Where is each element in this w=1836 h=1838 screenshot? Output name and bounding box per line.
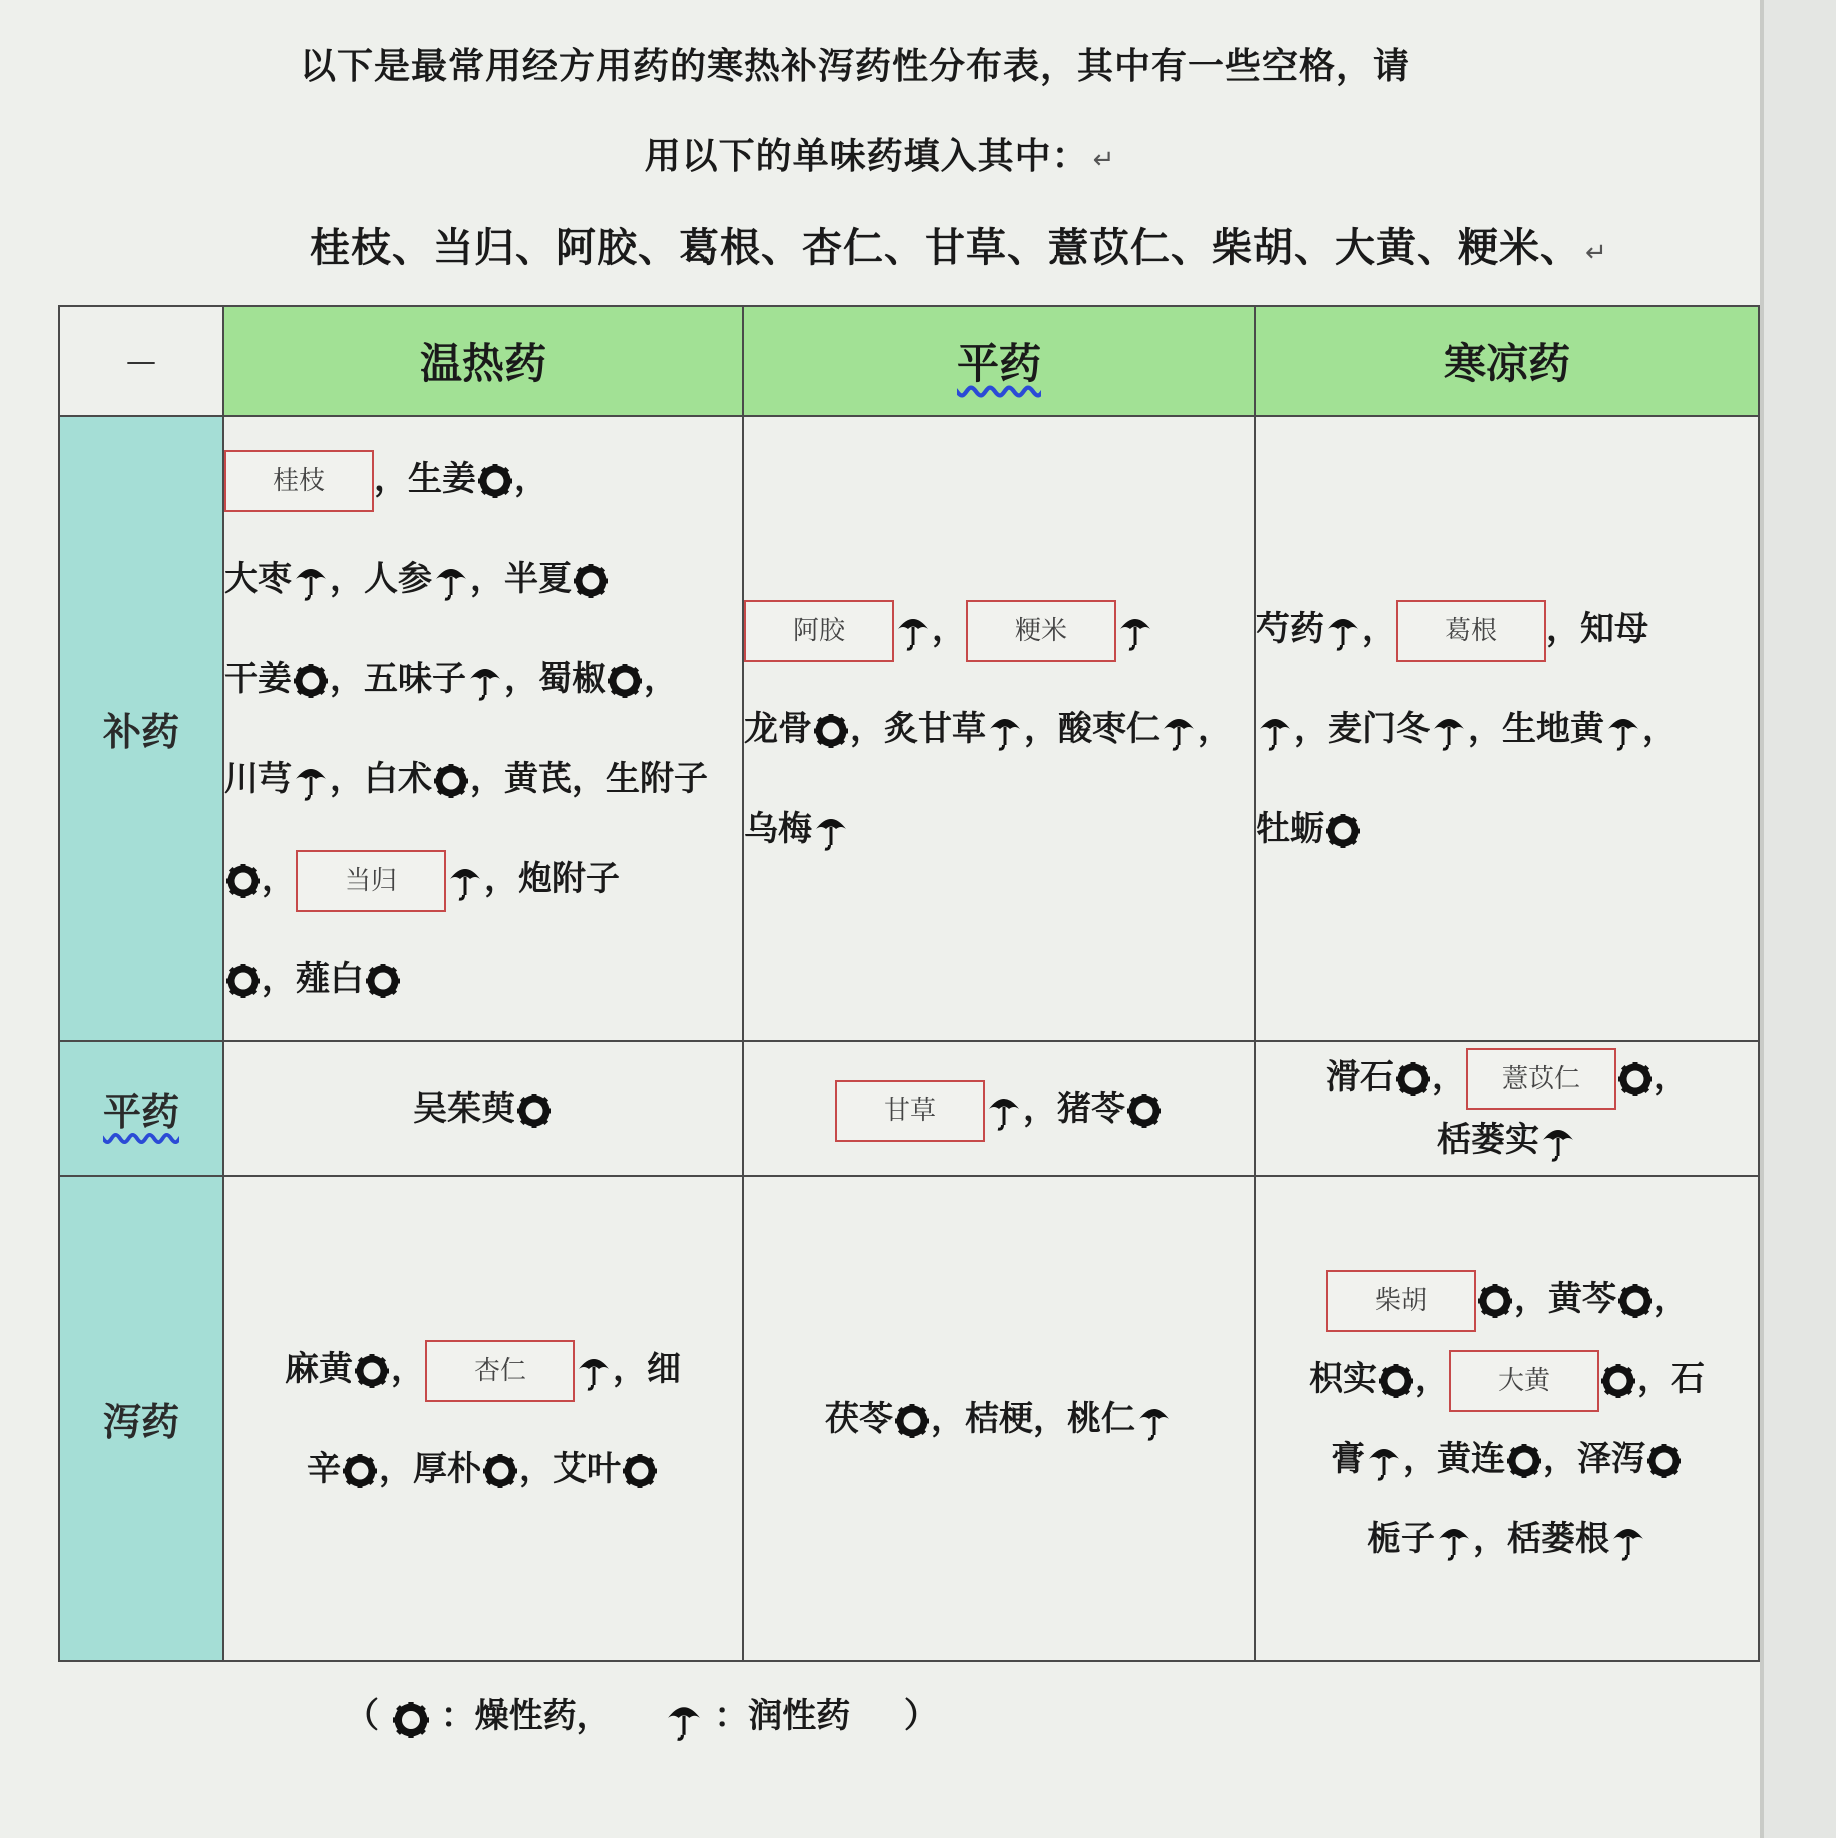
corner-cell: — [59, 306, 223, 416]
herb-text: ，酸枣仁 [1024, 708, 1160, 749]
herb-text: ，人参 [330, 558, 432, 599]
herb-text: ，知母 [1546, 608, 1648, 649]
herb-text: ，蜀椒 [504, 658, 606, 699]
umbrella-icon [448, 861, 482, 901]
herb-text: ， [1642, 708, 1676, 749]
herb-text: ，猪苓 [1023, 1088, 1125, 1129]
gear-ring-icon [1127, 1091, 1161, 1131]
herb-text: ， [1362, 608, 1396, 649]
filled-answer-box[interactable]: 当归 [296, 850, 446, 912]
filled-answer-box[interactable]: 粳米 [966, 600, 1116, 662]
umbrella-icon [294, 761, 328, 801]
herb-text: ， [644, 658, 678, 699]
herb-text: ，黄芪，生附子 [470, 758, 708, 799]
filled-answer-box[interactable]: 柴胡 [1326, 1270, 1476, 1332]
gear-ring-icon [517, 1091, 551, 1131]
umbrella-icon [1611, 1521, 1645, 1561]
page-edge [1760, 0, 1764, 1838]
cell-tonic-cold [1255, 416, 1759, 1041]
umbrella-icon [1606, 711, 1640, 751]
umbrella-icon [988, 711, 1022, 751]
umbrella-icon [468, 661, 502, 701]
herb-text: ，生姜 [374, 458, 476, 499]
herb-text: ，厚朴 [379, 1448, 481, 1489]
gear-ring-icon [1647, 1441, 1681, 1481]
herb-text: ， [1654, 1278, 1688, 1319]
cell-neutral-warm [223, 1041, 743, 1176]
herb-text: ，生地黄 [1468, 708, 1604, 749]
gear-ring-icon [1396, 1059, 1430, 1099]
return-mark: ↵ [1092, 145, 1116, 175]
gear-ring-icon [355, 1351, 389, 1391]
table-row-tonic [59, 416, 1759, 1041]
herb-text: ，炙甘草 [850, 708, 986, 749]
gear-ring-icon [1507, 1441, 1541, 1481]
herb-text: ，半夏 [470, 558, 572, 599]
umbrella-icon [1258, 711, 1292, 751]
column-header-cold: 寒凉药 [1255, 306, 1759, 416]
herb-text: ， [1654, 1057, 1688, 1097]
herb-text: ， [1198, 708, 1232, 749]
herb-text: ，细 [613, 1348, 681, 1389]
cell-purge-cold [1255, 1176, 1759, 1661]
herb-text: ， [1415, 1358, 1449, 1399]
herb-text: 辛 [307, 1448, 341, 1489]
herb-text: ，五味子 [330, 658, 466, 699]
cell-neutral-cold [1255, 1041, 1759, 1176]
filled-answer-box[interactable]: 葛根 [1396, 600, 1546, 662]
row-header-neutral: 平药 [59, 1041, 223, 1176]
umbrella-icon [1437, 1521, 1471, 1561]
umbrella-icon [987, 1091, 1021, 1131]
cell-purge-neutral [743, 1176, 1255, 1661]
gear-ring-icon [226, 861, 260, 901]
gear-ring-icon [1618, 1059, 1652, 1099]
umbrella-icon [896, 611, 930, 651]
umbrella-icon [666, 1698, 700, 1738]
gear-ring-icon [608, 661, 642, 701]
row-header-tonic: 补药 [59, 416, 223, 1041]
gear-ring-icon [478, 461, 512, 501]
filled-answer-box[interactable]: 大黄 [1449, 1350, 1599, 1412]
filled-answer-box[interactable]: 杏仁 [425, 1340, 575, 1402]
cell-neutral-neutral [743, 1041, 1255, 1176]
gear-ring-icon [623, 1451, 657, 1491]
herb-text: ，艾叶 [519, 1448, 621, 1489]
herb-text: ，炮附子 [484, 858, 620, 899]
herb-text: 牡蛎 [1256, 808, 1324, 849]
umbrella-icon [434, 561, 468, 601]
herb-text: ， [1432, 1057, 1466, 1097]
legend-open-paren: （ [345, 1696, 379, 1736]
gear-ring-icon [226, 961, 260, 1001]
herb-text: 栀子 [1367, 1518, 1435, 1559]
umbrella-icon [1326, 611, 1360, 651]
herb-text: ，石 [1637, 1358, 1705, 1399]
umbrella-icon [1118, 611, 1152, 651]
herb-text: 乌梅 [744, 808, 812, 849]
gear-ring-icon [483, 1451, 517, 1491]
filled-answer-box[interactable]: 桂枝 [224, 450, 374, 512]
herb-text: ，麦门冬 [1294, 708, 1430, 749]
table-row-purge [59, 1176, 1759, 1661]
gear-ring-icon [814, 711, 848, 751]
legend-moist-label: ：润性药 [714, 1696, 851, 1736]
herb-text: 栝蒌实 [1437, 1120, 1539, 1160]
herb-text: 大枣 [224, 558, 292, 599]
umbrella-icon [1541, 1122, 1575, 1162]
legend [345, 1688, 938, 1738]
cell-tonic-warm [223, 416, 743, 1041]
intro-line-3: 桂枝、当归、阿胶、葛根、杏仁、甘草、薏苡仁、柴胡、大黄、粳米、 ↵ [310, 225, 1608, 271]
gear-ring-icon [1601, 1361, 1635, 1401]
row-header-purge: 泻药 [59, 1176, 223, 1661]
umbrella-icon [814, 811, 848, 851]
umbrella-icon [294, 561, 328, 601]
herb-text: ，白术 [330, 758, 432, 799]
herb-text: 干姜 [224, 658, 292, 699]
gear-ring-icon [1618, 1281, 1652, 1321]
herb-text: ，栝蒌根 [1473, 1518, 1609, 1559]
umbrella-icon [1432, 711, 1466, 751]
cell-tonic-neutral [743, 416, 1255, 1041]
herb-text: ，黄芩 [1514, 1278, 1616, 1319]
herb-text: ，黄连 [1403, 1438, 1505, 1479]
gear-ring-icon [1478, 1281, 1512, 1321]
filled-answer-box[interactable]: 甘草 [835, 1080, 985, 1142]
gear-ring-icon [343, 1451, 377, 1491]
herb-text: 川芎 [224, 758, 292, 799]
gear-ring-icon [895, 1401, 929, 1441]
herb-text: 芍药 [1256, 608, 1324, 649]
gear-ring-icon [294, 661, 328, 701]
herb-text: 龙骨 [744, 708, 812, 749]
herb-text: ， [932, 608, 966, 649]
herb-text: 枳实 [1309, 1358, 1377, 1399]
column-header-neutral: 平药 [743, 306, 1255, 416]
intro-line-2: 用以下的单味药填入其中： ↵ [644, 136, 1116, 177]
herb-text: ，桔梗，桃仁 [931, 1398, 1135, 1439]
herb-text: 膏 [1331, 1438, 1365, 1479]
gear-ring-icon [574, 561, 608, 601]
filled-answer-box[interactable]: 阿胶 [744, 600, 894, 662]
legend-close-paren: ） [903, 1696, 938, 1736]
gear-ring-icon [393, 1698, 427, 1738]
herb-text: ，薤白 [262, 958, 364, 999]
table-row-neutral [59, 1041, 1759, 1176]
column-header-warm: 温热药 [223, 306, 743, 416]
umbrella-icon [1137, 1401, 1171, 1441]
gear-ring-icon [1379, 1361, 1413, 1401]
legend-dry-label: ：燥性药， [440, 1696, 611, 1736]
gear-ring-icon [1326, 811, 1360, 851]
herb-text: 滑石 [1326, 1057, 1394, 1097]
herb-text: 吴茱萸 [413, 1088, 515, 1129]
herb-text: ， [514, 458, 548, 499]
umbrella-icon [577, 1351, 611, 1391]
gear-ring-icon [366, 961, 400, 1001]
herb-property-table [58, 305, 1760, 1662]
gear-ring-icon [434, 761, 468, 801]
return-mark: ↵ [1585, 238, 1608, 268]
herb-text: 麻黄 [285, 1348, 353, 1389]
filled-answer-box[interactable]: 薏苡仁 [1466, 1048, 1616, 1110]
herb-text: ， [262, 858, 296, 899]
umbrella-icon [1162, 711, 1196, 751]
intro-line-1: 以下是最常用经方用药的寒热补泻药性分布表，其中有一些空格，请 [300, 46, 1411, 87]
herb-text: 茯苓 [825, 1398, 893, 1439]
table-header-row [59, 306, 1759, 416]
herb-text: ， [391, 1348, 425, 1389]
umbrella-icon [1367, 1441, 1401, 1481]
cell-purge-warm [223, 1176, 743, 1661]
herb-text: ，泽泻 [1543, 1438, 1645, 1479]
